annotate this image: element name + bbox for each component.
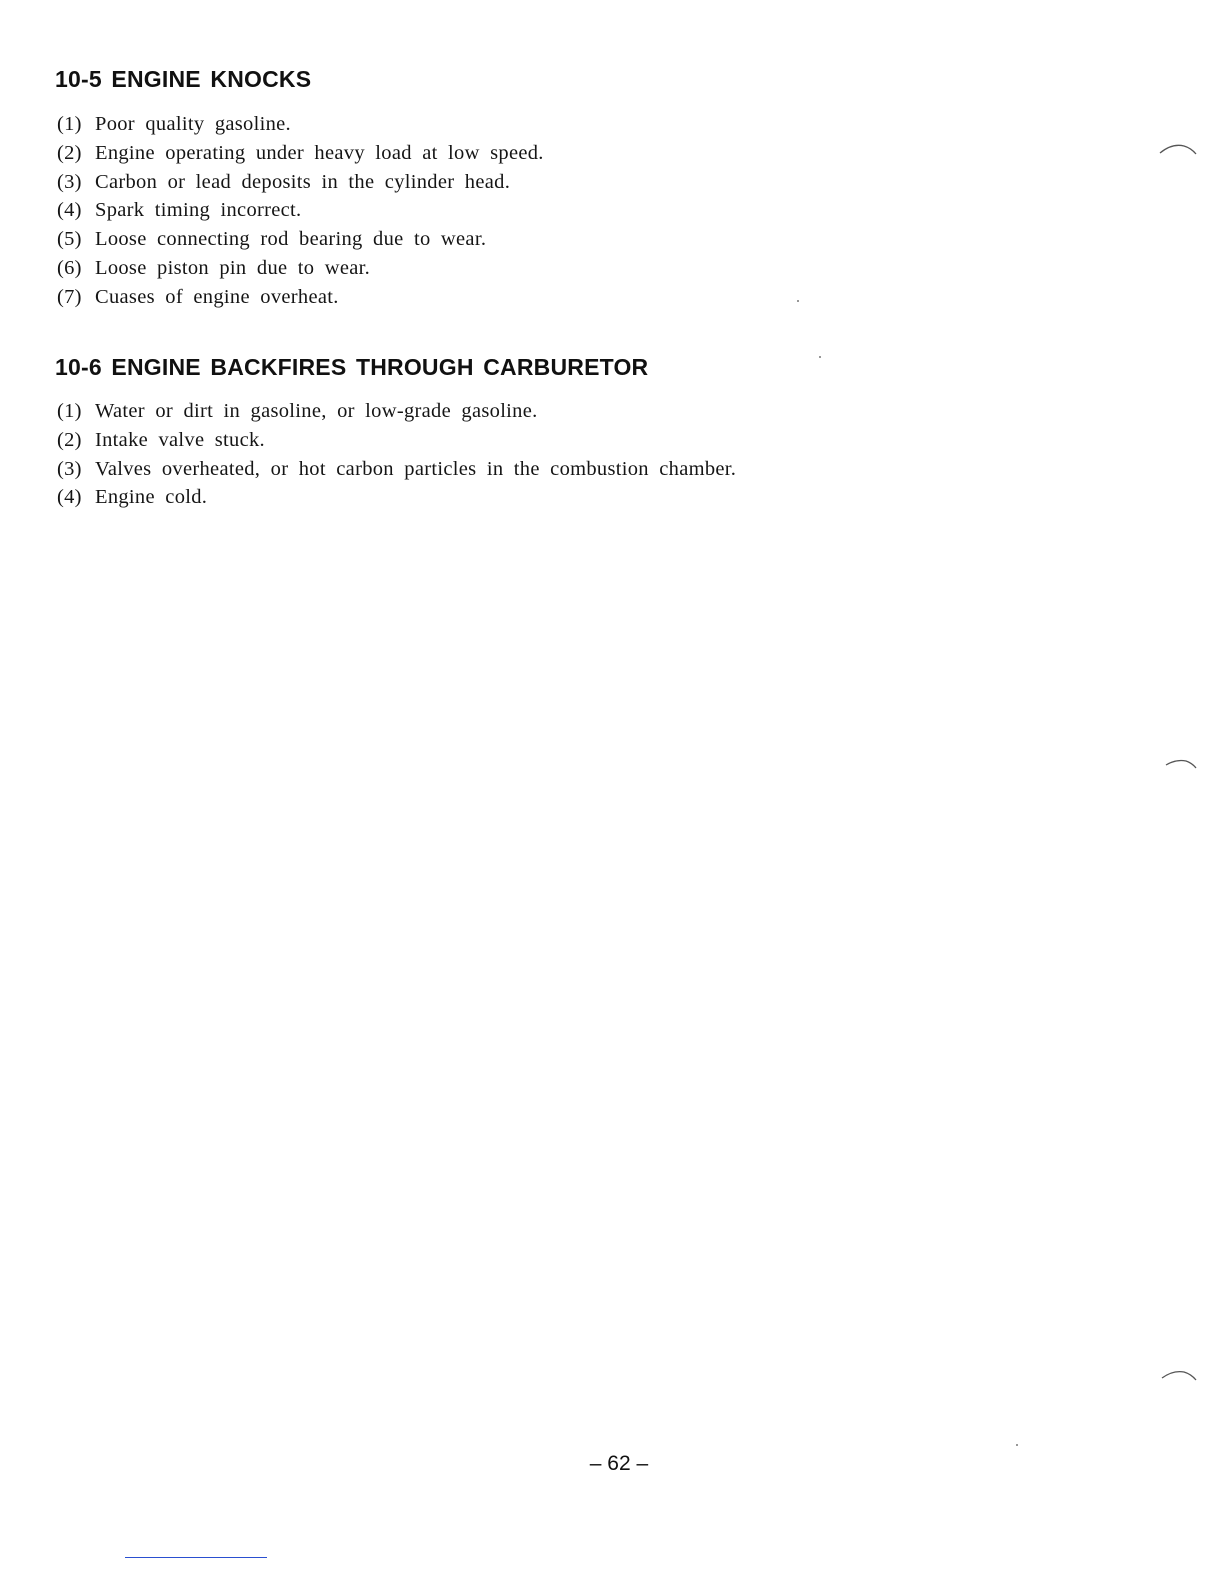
scan-speck [797, 300, 799, 302]
engine-knocks-list [57, 110, 544, 312]
item-text: Loose piston pin due to wear. [95, 256, 371, 279]
item-text: Poor quality gasoline. [95, 113, 291, 135]
page-number: – 62 – [589, 1452, 649, 1475]
item-number: (4) [57, 199, 82, 222]
list-item [57, 283, 544, 312]
item-text: Cuases of engine overheat. [95, 285, 339, 308]
item-text: Water or dirt in gasoline, or low-grade gasoline. [95, 400, 538, 422]
list-item [57, 426, 736, 455]
item-number: (2) [57, 141, 82, 164]
list-item [57, 110, 544, 139]
item-text: Loose connecting rod bearing due to wear. [95, 228, 487, 251]
list-item [57, 168, 544, 197]
item-number: (1) [57, 400, 82, 422]
scan-speck [819, 356, 821, 358]
item-number: (5) [57, 228, 82, 251]
item-text: Engine operating under heavy load at low speed. [95, 141, 544, 164]
binder-hole-mark-icon [1158, 141, 1198, 155]
list-item [57, 225, 544, 254]
item-number: (3) [57, 170, 82, 193]
item-text: Spark timing incorrect. [95, 199, 302, 222]
list-item [57, 139, 544, 168]
list-item [57, 455, 736, 484]
binder-hole-mark-icon [1158, 755, 1198, 769]
list-item [57, 397, 736, 426]
item-number: (1) [57, 113, 82, 135]
item-number: (4) [57, 486, 82, 509]
engine-backfires-list [57, 397, 736, 512]
item-text: Valves overheated, or hot carbon particles in the combustion chamber. [95, 457, 737, 480]
section-heading-engine-knocks: 10-5 ENGINE KNOCKS [55, 66, 312, 92]
bottom-rule [125, 1557, 267, 1558]
scan-speck [1016, 1444, 1018, 1446]
item-number: (3) [57, 457, 82, 480]
item-text: Carbon or lead deposits in the cylinder head. [95, 170, 511, 193]
list-item [57, 254, 544, 283]
list-item [57, 196, 544, 225]
item-text: Intake valve stuck. [95, 428, 265, 451]
item-text: Engine cold. [95, 486, 208, 509]
section-heading-engine-backfires: 10-6 ENGINE BACKFIRES THROUGH CARBURETOR [55, 354, 649, 380]
item-number: (7) [57, 285, 82, 308]
binder-hole-mark-icon [1158, 1367, 1198, 1381]
item-number: (6) [57, 256, 82, 279]
item-number: (2) [57, 428, 82, 451]
list-item [57, 483, 736, 512]
